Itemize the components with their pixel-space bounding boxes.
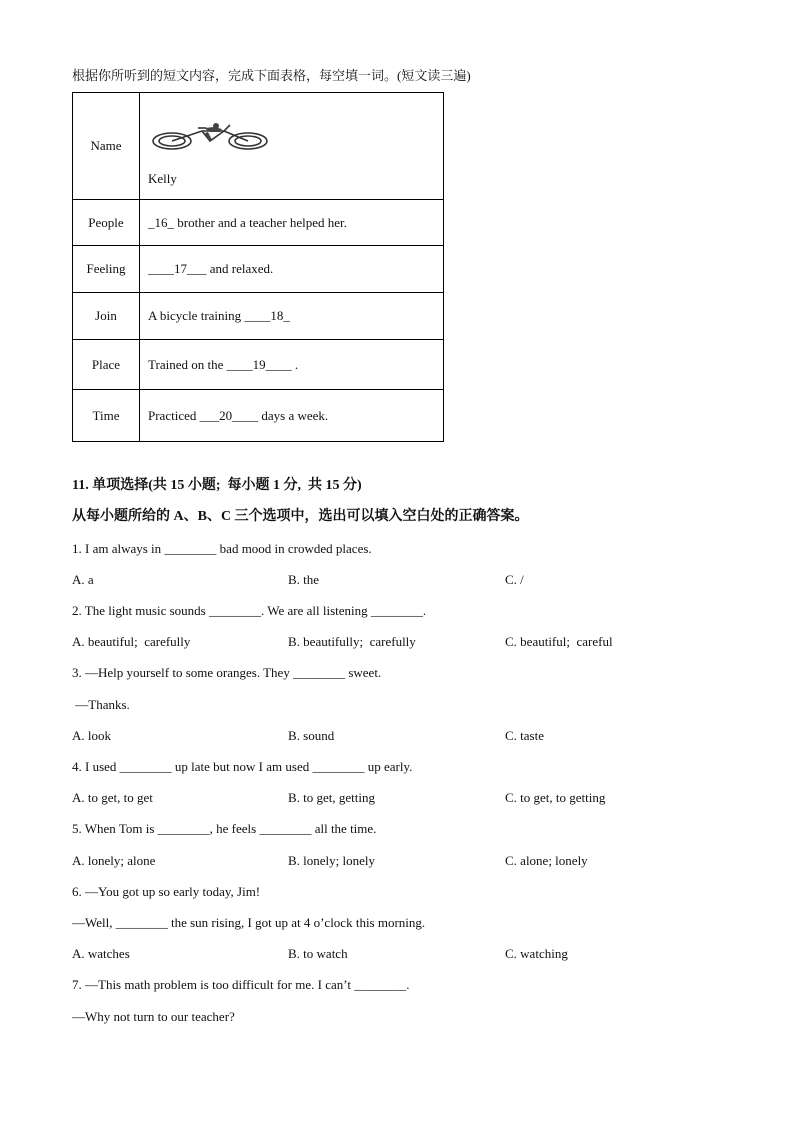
info-table [72, 92, 444, 442]
question-text: —Why not turn to our teacher? [72, 1009, 235, 1024]
question-text: 7. —This math problem is too difficult for me. I can’t ________. [72, 977, 410, 992]
option-a: A. a [72, 572, 94, 587]
option-c: C. alone; lonely [505, 853, 588, 868]
option-b: B. the [288, 572, 320, 587]
table-row-feeling [73, 246, 444, 293]
instruction-text: 根据你所听到的短文内容，完成下面表格，每空填一词。(短文读三遍) [72, 68, 471, 83]
row-value: A bicycle training ____18_ [140, 293, 444, 340]
row-label: Place [73, 340, 140, 390]
option-b: B. beautifully; carefully [288, 634, 416, 649]
option-b: B. to watch [288, 946, 348, 961]
row-value: Trained on the ____19____ . [140, 340, 444, 390]
option-b: B. sound [288, 728, 335, 743]
question-text: 3. —Help yourself to some oranges. They ________ sweet. [72, 665, 382, 680]
row-label: Join [73, 293, 140, 340]
table-row-place [73, 340, 444, 390]
section-title: 11. 单项选择(共 15 小题; 每小题 1 分, 共 15 分) [72, 478, 362, 493]
row-label: Time [73, 390, 140, 442]
question-text: 6. —You got up so early today, Jim! [72, 884, 261, 899]
option-a: A. watches [72, 946, 130, 961]
option-a: A. beautiful; carefully [72, 634, 191, 649]
option-c: C. watching [505, 946, 568, 961]
row-value-cell [140, 93, 444, 200]
option-b: B. to get, getting [288, 790, 376, 805]
option-a: A. to get, to get [72, 790, 153, 805]
table-row-name [73, 93, 444, 200]
option-c: C. beautiful; careful [505, 634, 613, 649]
option-a: A. look [72, 728, 111, 743]
row-label: Name [73, 93, 140, 200]
table-row-people [73, 200, 444, 246]
row-value: Practiced ___20____ days a week. [140, 390, 444, 442]
option-c: C. / [505, 572, 524, 587]
question-text: —Well, ________ the sun rising, I got up at 4 o’clock this morning. [72, 915, 426, 930]
table-row-join [73, 293, 444, 340]
row-label: People [73, 200, 140, 246]
question-text: 1. I am always in ________ bad mood in crowded places. [72, 541, 372, 556]
question-text: 4. I used ________ up late but now I am used ________ up early. [72, 759, 413, 774]
row-value: ____17___ and relaxed. [140, 246, 444, 293]
section-subtitle: 从每小题所给的 A、B、C 三个选项中，选出可以填入空白处的正确答案。 [72, 509, 529, 524]
table-row-time [73, 390, 444, 442]
option-c: C. taste [505, 728, 544, 743]
question-text: 2. The light music sounds ________. We are all listening ________. [72, 603, 427, 618]
option-b: B. lonely; lonely [288, 853, 376, 868]
option-a: A. lonely; alone [72, 853, 156, 868]
cyclist-icon [150, 123, 272, 151]
question-text: 5. When Tom is ________, he feels ________ all the time. [72, 821, 377, 836]
question-text: —Thanks. [72, 697, 130, 712]
row-label: Feeling [73, 246, 140, 293]
row-value: _16_ brother and a teacher helped her. [140, 200, 444, 246]
name-value: Kelly [148, 171, 177, 186]
option-c: C. to get, to getting [505, 790, 606, 805]
